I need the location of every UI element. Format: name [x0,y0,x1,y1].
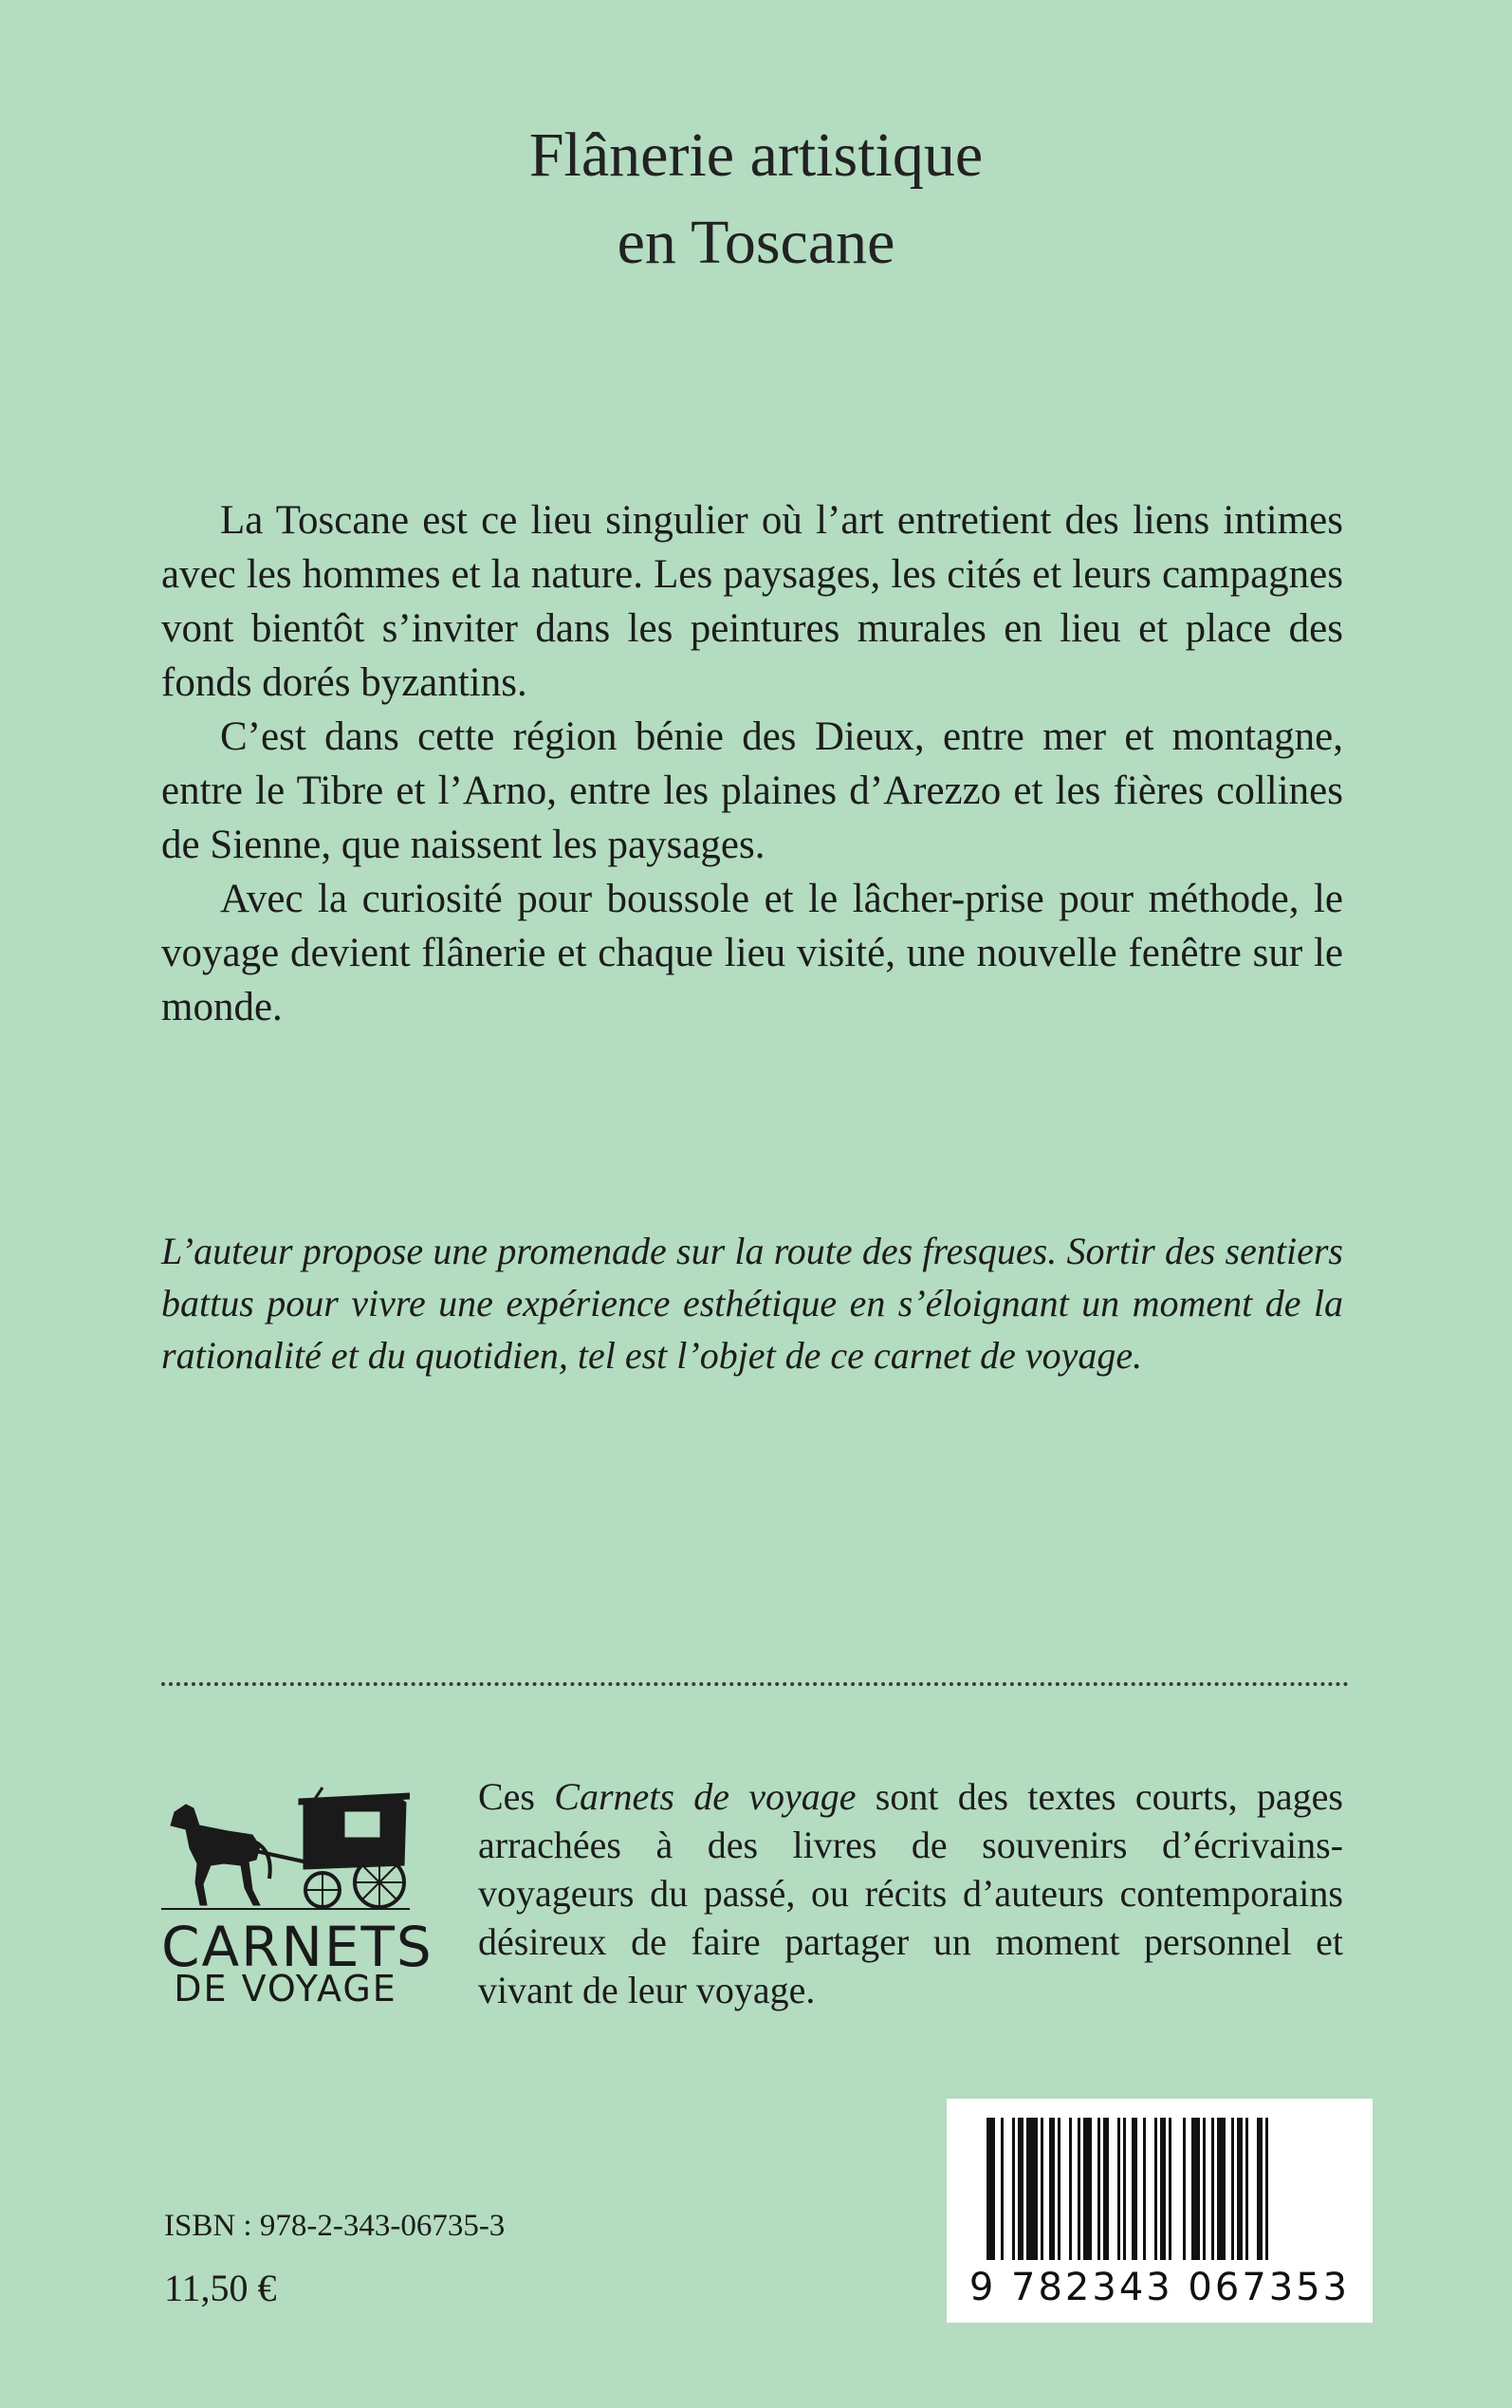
price: 11,50 € [164,2267,277,2309]
barcode-bar [1083,2118,1092,2260]
barcode-bar [1132,2118,1137,2260]
logo-text-de-voyage: DE VOYAGE [174,1968,397,2010]
series-blurb-text: sont des textes courts, pages arrachées à des livres de souvenirs d’écrivains-voyageurs du passé, ou récits d’auteurs contemporains désireux de faire partager un moment personnel et vivant de leur voyage. [478,1775,1343,2011]
barcode-bar [1026,2118,1038,2260]
barcode-bar [1237,2118,1243,2260]
series-blurb [478,1772,1343,2014]
barcode-bar [1123,2118,1126,2260]
barcode-bar [1078,2118,1080,2260]
barcode-bar [1169,2118,1171,2260]
author-note: L’auteur propose une promenade sur la route des fresques. Sortir des sentiers battus pour vivre une expérience esthétique en s’éloignant un moment de la rationalité et du quotidien, tel est l’objet de ce carnet de voyage. [161,1230,1343,1377]
isbn: ISBN : 978-2-343-06735-3 [164,2209,506,2243]
series-name: Carnets de voyage [554,1775,857,1818]
barcode-bar [1160,2118,1166,2260]
barcode-bar [1203,2118,1206,2260]
synopsis-paragraph: La Toscane est ce lieu singulier où l’art entretient des liens intimes avec les hommes et la nature. Les paysages, les cités et leurs campagnes vont bientôt s’inviter dans les peintures murales en lieu et place des fonds dorés byzantins. [161,498,1343,705]
barcode-bar [1257,2118,1263,2260]
book-title-line-1: Flânerie artistique [528,120,984,190]
carnets-de-voyage-logo [161,1784,433,2011]
barcode-bar [1245,2118,1248,2260]
barcode-bar [1191,2118,1200,2260]
barcode-bar [1211,2118,1214,2260]
synopsis-paragraph: C’est dans cette région bénie des Dieux, entre mer et montagne, entre le Tibre et l’Arno, entre les plaines d’Arezzo et les fières collines de Sienne, que naissent les paysages. [161,714,1343,867]
synopsis [161,493,1343,1034]
dotted-divider [161,1682,1349,1686]
barcode-bar [1018,2118,1023,2260]
horse-carriage-icon [161,1784,410,1921]
logo-text-carnets: CARNETS [161,1915,433,1979]
barcode-bar [1103,2118,1109,2260]
barcode-bar [1058,2118,1060,2260]
synopsis-paragraph: Avec la curiosité pour boussole et le lâcher-prise pour méthode, le voyage devient flânerie et chaque lieu visité, une nouvelle fenêtre sur le monde. [161,877,1343,1029]
barcode [947,2099,1373,2323]
barcode-digits: 9 782343 067353 [968,2266,1351,2309]
barcode-bar [1217,2118,1226,2260]
book-title [0,112,1512,287]
barcode-bar [1097,2118,1100,2260]
barcode-bar [1183,2118,1186,2260]
barcode-bar [1231,2118,1234,2260]
barcode-bar [1041,2118,1043,2260]
series-blurb-prefix: Ces [478,1775,555,1818]
barcode-bar [1117,2118,1120,2260]
barcode-bar [1265,2118,1268,2260]
barcode-bar [986,2118,995,2260]
barcode-bar [1049,2118,1055,2260]
barcode-bar [1069,2118,1072,2260]
book-title-line-2: en Toscane [617,208,895,277]
barcode-bar [1012,2118,1015,2260]
barcode-bar [1143,2118,1146,2260]
barcode-bar [1001,2118,1004,2260]
barcode-bar [1154,2118,1157,2260]
